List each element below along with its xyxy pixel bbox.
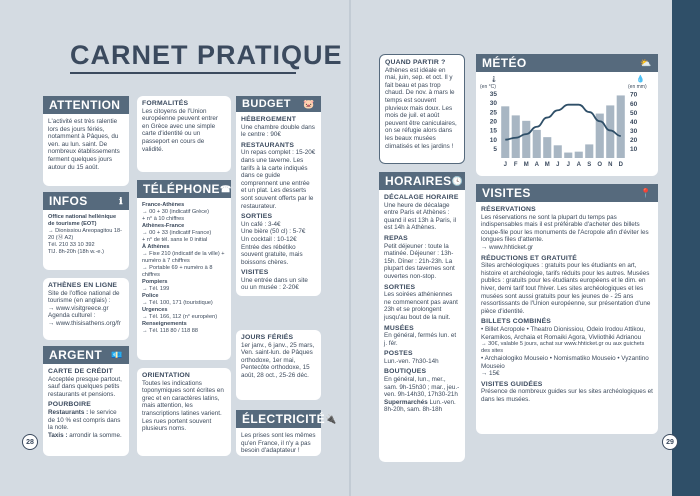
- piggy-bank-icon: 🐷: [303, 98, 315, 109]
- month-label: O: [597, 162, 603, 168]
- phone-line: + n° à 10 chiffres: [142, 216, 185, 222]
- electricite-card: [236, 410, 337, 456]
- telephone-header: TÉLÉPHONE ☎: [137, 180, 231, 198]
- month-label: A: [534, 162, 539, 168]
- formalites-text: Les citoyens de l'Union européenne peuvent entrer en Grèce avec une simple carte d'identité ou un passeport en cours de validité.: [142, 107, 218, 153]
- phone-france-athenes: France-Athènes: [142, 202, 185, 208]
- postes-text: Lun.-ven. 7h30-14h: [384, 357, 439, 365]
- phone-urgences: Urgences: [142, 307, 168, 313]
- attention-text: L'activité est très ralentie lors des jours fériés, notamment à Pâques, du ven. au lun. saint. De nombreux établissements ferment quelques jours autour du 15 août.: [48, 118, 120, 171]
- pourboire-taxis: Taxis : arrondir la somme.: [48, 431, 122, 439]
- restaurants-text: Un repas complet : 15-20€ dans une taverne. Les tarifs à la carte indiqués dans ce guide comprennent une entrée et un plat. Les desserts sont souvent offerts par le restaurateur.: [241, 149, 316, 210]
- musees-title: MUSÉES: [384, 324, 414, 332]
- month-label: J: [566, 162, 570, 168]
- decalage-title: DÉCALAGE HORAIRE: [384, 194, 459, 201]
- electricite-header: ÉLECTRICITÉ 🔌: [236, 410, 321, 428]
- sorties-horaires-title: SORTIES: [384, 283, 416, 291]
- rainfall-bar: [501, 106, 509, 158]
- meteo-header: MÉTÉO ⛅: [476, 54, 658, 72]
- temp-tick-label: 10: [489, 136, 497, 144]
- athenes-en-ligne-block: [43, 278, 129, 340]
- sun-cloud-icon: ⛅: [640, 57, 652, 68]
- pourboire-restaurants: Restaurants : le service de 10 % est compris dans la note.: [48, 408, 121, 432]
- climate-chart: [476, 72, 658, 176]
- rainfall-bar: [585, 144, 593, 158]
- map-pin-icon: 📍: [640, 187, 652, 198]
- phone-line: → 00 + 33 (indicatif France): [142, 230, 212, 236]
- rain-tick-label: 20: [630, 137, 638, 145]
- temp-tick-label: 5: [493, 146, 497, 154]
- phone-line: → Fixe 210 (indicatif de la ville) + numéro à 7 chiffres: [142, 251, 225, 264]
- phone-renseignements: Renseignements: [142, 321, 187, 327]
- carte-credit-text: Acceptée presque partout, sauf dans quelques petits restaurants et pensions.: [48, 375, 122, 398]
- temp-tick-label: 15: [489, 127, 497, 135]
- argent-card: [43, 346, 129, 456]
- athenes-en-ligne-title: ATHÈNES EN LIGNE: [48, 282, 118, 289]
- visites-budget-title: VISITES: [241, 269, 269, 277]
- page-number-right: 29: [662, 434, 678, 450]
- temp-tick-label: 30: [489, 100, 497, 108]
- boutiques-title: BOUTIQUES: [384, 368, 427, 376]
- visites-card: [476, 184, 658, 434]
- sorties-horaires-text: Les soirées athéniennes ne commencent pas avant 23h et se prolongent jusqu'au bout de la nuit.: [384, 291, 458, 321]
- attention-header: ATTENTION: [43, 96, 129, 114]
- horaires-header: HORAIRES 🕓: [379, 172, 465, 190]
- month-label: M: [544, 162, 550, 168]
- athenes-line: Site de l'office national de tourisme (en anglais) :: [48, 289, 120, 305]
- budget-card: [236, 96, 321, 296]
- phone-line: + n° de tél. sans le 0 initial: [142, 237, 208, 243]
- gratuite-title: RÉDUCTIONS ET GRATUITÉ: [481, 254, 578, 262]
- billet-acropole-text: • Billet Acropole • Theatro Dionissiou, Odeio Irodou Attikou, Keramikos, Archaia et Romaiki Agora, Vivliothiki Adrianou: [481, 325, 646, 341]
- rain-tick-label: 50: [630, 109, 638, 117]
- visites-header: VISITES 📍: [476, 184, 658, 202]
- quand-partir-text: Athènes est idéale en mai, juin, sep. et oct. Il y fait beau et pas trop chaud. De nov. à mars le temps est souvent pluvieux mais doux. Les mois de juil. et août peuvent être caniculaires, on se réfugie alors dans les beaux musées climatisés et les jardins !: [385, 66, 457, 150]
- phone-police: Police: [142, 293, 159, 299]
- billets-combines-title: BILLETS COMBINÉS: [481, 318, 552, 326]
- money-icon: 💶: [111, 349, 123, 360]
- reservations-title: RÉSERVATIONS: [481, 206, 536, 213]
- temp-tick-label: 25: [489, 109, 497, 117]
- phone-icon: ☎: [219, 183, 232, 194]
- phone-pompiers: Pompiers: [142, 279, 168, 285]
- rainfall-bar: [564, 153, 572, 158]
- formalites-block: [137, 96, 231, 172]
- jours-feries-text: 1er janv., 6 janv., 25 mars, Ven. saint-lun. de Pâques orthodoxe, 1er mai, Pentecôte orthodoxe, 15 août, 28 oct., 25-26 déc.: [241, 341, 315, 379]
- orientation-block: [137, 368, 231, 456]
- reservations-text: Les réservations ne sont la plupart du temps pas indispensables mais il est préférable d'acheter des billets coupe-file pour les monuments de l'Acropole afin d'éviter les longues files d'attente.: [481, 213, 649, 244]
- carte-credit-title: CARTE DE CRÉDIT: [48, 368, 113, 375]
- page-title: CARNET PRATIQUE: [70, 40, 343, 70]
- hebergement-text: Une chambre double dans le centre : 90€: [241, 123, 315, 139]
- sorties-title: SORTIES: [241, 213, 273, 221]
- right-edge-band: [672, 0, 700, 496]
- rainfall-bar: [533, 130, 541, 158]
- repas-title: REPAS: [384, 234, 408, 242]
- rain-tick-label: 60: [630, 100, 638, 108]
- meteo-card: [476, 54, 658, 176]
- month-label: S: [587, 162, 592, 168]
- quand-partir-title: QUAND PARTIR ?: [385, 59, 446, 66]
- phone-line: → 00 + 30 (indicatif Grèce): [142, 209, 209, 215]
- rain-tick-label: 40: [630, 118, 638, 126]
- temp-tick-label: 20: [489, 118, 497, 126]
- info-icon: ℹ: [119, 195, 123, 206]
- pourboire-title: POURBOIRE: [48, 401, 91, 409]
- phone-line: → Tél. 118 80 / 118 88: [142, 328, 198, 334]
- boutiques-text: En général, lun., mer., sam. 9h-15h30 ; mar., jeu.-ven. 9h-14h30, 17h30-21h: [384, 376, 460, 399]
- phone-a-athenes: À Athènes: [142, 244, 170, 250]
- budget-header: BUDGET 🐷: [236, 96, 321, 112]
- thermometer-icon: 🌡: [490, 76, 498, 83]
- month-label: N: [608, 162, 613, 168]
- jours-feries-title: JOURS FÉRIÉS: [241, 334, 294, 341]
- sorties-text: Un café : 3-4€ Une bière (50 cl) : 5-7€ Un cocktail : 10-12€ Entrée des rébétiko souvent gratuite, mais boissons chères.: [241, 220, 306, 266]
- phone-athenes-france: Athènes-France: [142, 223, 185, 229]
- thisisathens-link[interactable]: → www.thisisathens.org/fr: [48, 319, 121, 327]
- billet-musees-price: → 15€: [481, 370, 500, 378]
- telephone-card: [137, 180, 231, 360]
- billet-acropole-price: → 30€, valable 5 jours, achat sur www.hhticket.gr ou aux guichets des sites: [481, 341, 645, 355]
- rain-unit-label: (en mm): [628, 84, 647, 90]
- eot-phone: Tél. 210 33 10 392: [48, 242, 95, 248]
- phone-line: → Tél. 166, 112 (n° européen): [142, 314, 218, 320]
- title-underline: [70, 72, 296, 74]
- musees-text: En général, fermés lun. et j. fér.: [384, 332, 457, 347]
- phone-line: → Tél. 199: [142, 286, 170, 292]
- supermarches-text: Supermarchés Lun.-ven. 8h-20h, sam. 8h-18h: [384, 398, 456, 414]
- orientation-title: ORIENTATION: [142, 372, 191, 379]
- temp-unit-label: (en °C): [480, 84, 496, 90]
- repas-text: Petit déjeuner : toute la matinée. Déjeuner : 13h-15h. Dîner : 21h-23h. La plupart des tavernes sont ouvertes non-stop.: [384, 242, 455, 280]
- rain-tick-label: 70: [630, 91, 638, 99]
- gratuite-text: Sites archéologiques : gratuits pour les étudiants en art, histoire et archéologie, tarifs réduits pour les autres. Musées publics : gratuits pour les étudiants européens et le dim. en hiver, demi tarif tout l'hiver. Les sites archéologiques et les musées sont aussi gratuits pour les jeunes de - 25 ans ressortissants de l'Union européenne, sur présentation d'une pièce d'identité.: [481, 262, 651, 315]
- billet-musees-text: • Archaiologiko Mouseio • Nomismatiko Mouseio • Vyzantino Mouseio: [481, 355, 649, 370]
- formalites-title: FORMALITÉS: [142, 100, 189, 107]
- visitgreece-link[interactable]: → www.visitgreece.gr: [48, 304, 109, 312]
- month-label: J: [503, 162, 507, 168]
- rain-tick-label: 30: [630, 128, 638, 135]
- plug-icon: 🔌: [325, 413, 337, 424]
- rainfall-bar: [522, 121, 530, 158]
- visites-budget-text: Une entrée dans un site ou un musée : 2-20€: [241, 276, 308, 292]
- argent-header: ARGENT 💶: [43, 346, 129, 364]
- phone-line: → Portable 69 + numéro à 8 chiffres: [142, 265, 213, 278]
- visites-guidees-title: VISITES GUIDÉES: [481, 380, 543, 388]
- month-label: J: [556, 162, 560, 168]
- page-gutter: [349, 0, 351, 496]
- restaurants-title: RESTAURANTS: [241, 141, 295, 149]
- eot-address: → Dionissiou Areopagitou 18-20 (Ⓜ A2): [48, 228, 123, 241]
- hhticket-link[interactable]: → www.hhticket.gr: [481, 243, 534, 251]
- jours-feries-block: [236, 330, 321, 400]
- rainfall-bar: [617, 95, 625, 158]
- visites-guidees-text: Présence de nombreux guides sur les sites archéologiques et dans les musées.: [481, 388, 653, 404]
- decalage-text: Une heure de décalage entre Paris et Athènes : quand il est 13h à Paris, il est 14h à Athènes.: [384, 201, 457, 232]
- eot-name: Office national hellénique de tourisme (EOT): [48, 214, 117, 227]
- temp-tick-label: 35: [489, 90, 497, 98]
- postes-title: POSTES: [384, 350, 413, 358]
- quand-partir-block: [379, 54, 465, 164]
- eot-hours: TlJ. 8h-20h (18h w.-e.): [48, 249, 104, 255]
- attention-card: [43, 96, 129, 186]
- hebergement-title: HÉBERGEMENT: [241, 116, 297, 123]
- month-label: A: [576, 162, 581, 168]
- clock-icon: 🕓: [451, 175, 464, 186]
- infos-header: INFOS ℹ: [43, 192, 129, 210]
- rain-tick-label: 10: [630, 146, 638, 154]
- raindrop-icon: 💧: [636, 75, 645, 83]
- page-number-left: 28: [22, 434, 38, 450]
- horaires-card: [379, 172, 465, 462]
- rainfall-bar: [554, 145, 562, 158]
- rainfall-bar: [575, 152, 583, 158]
- month-label: F: [513, 162, 518, 168]
- orientation-text: Toutes les indications toponymiques sont écrites en grec et en caractères latins, mais attention, les transcriptions latines varient. Les rues portent souvent plusieurs noms.: [142, 379, 224, 433]
- electricite-text: Les prises sont les mêmes qu'en France, il n'y a pas besoin d'adaptateur !: [241, 432, 316, 455]
- rainfall-bar: [543, 137, 551, 158]
- phone-line: → Tél. 100, 171 (touristique): [142, 300, 213, 306]
- month-label: D: [618, 162, 623, 168]
- infos-card: [43, 192, 129, 270]
- athenes-line: Agenda culturel :: [48, 312, 96, 320]
- month-label: M: [523, 162, 529, 168]
